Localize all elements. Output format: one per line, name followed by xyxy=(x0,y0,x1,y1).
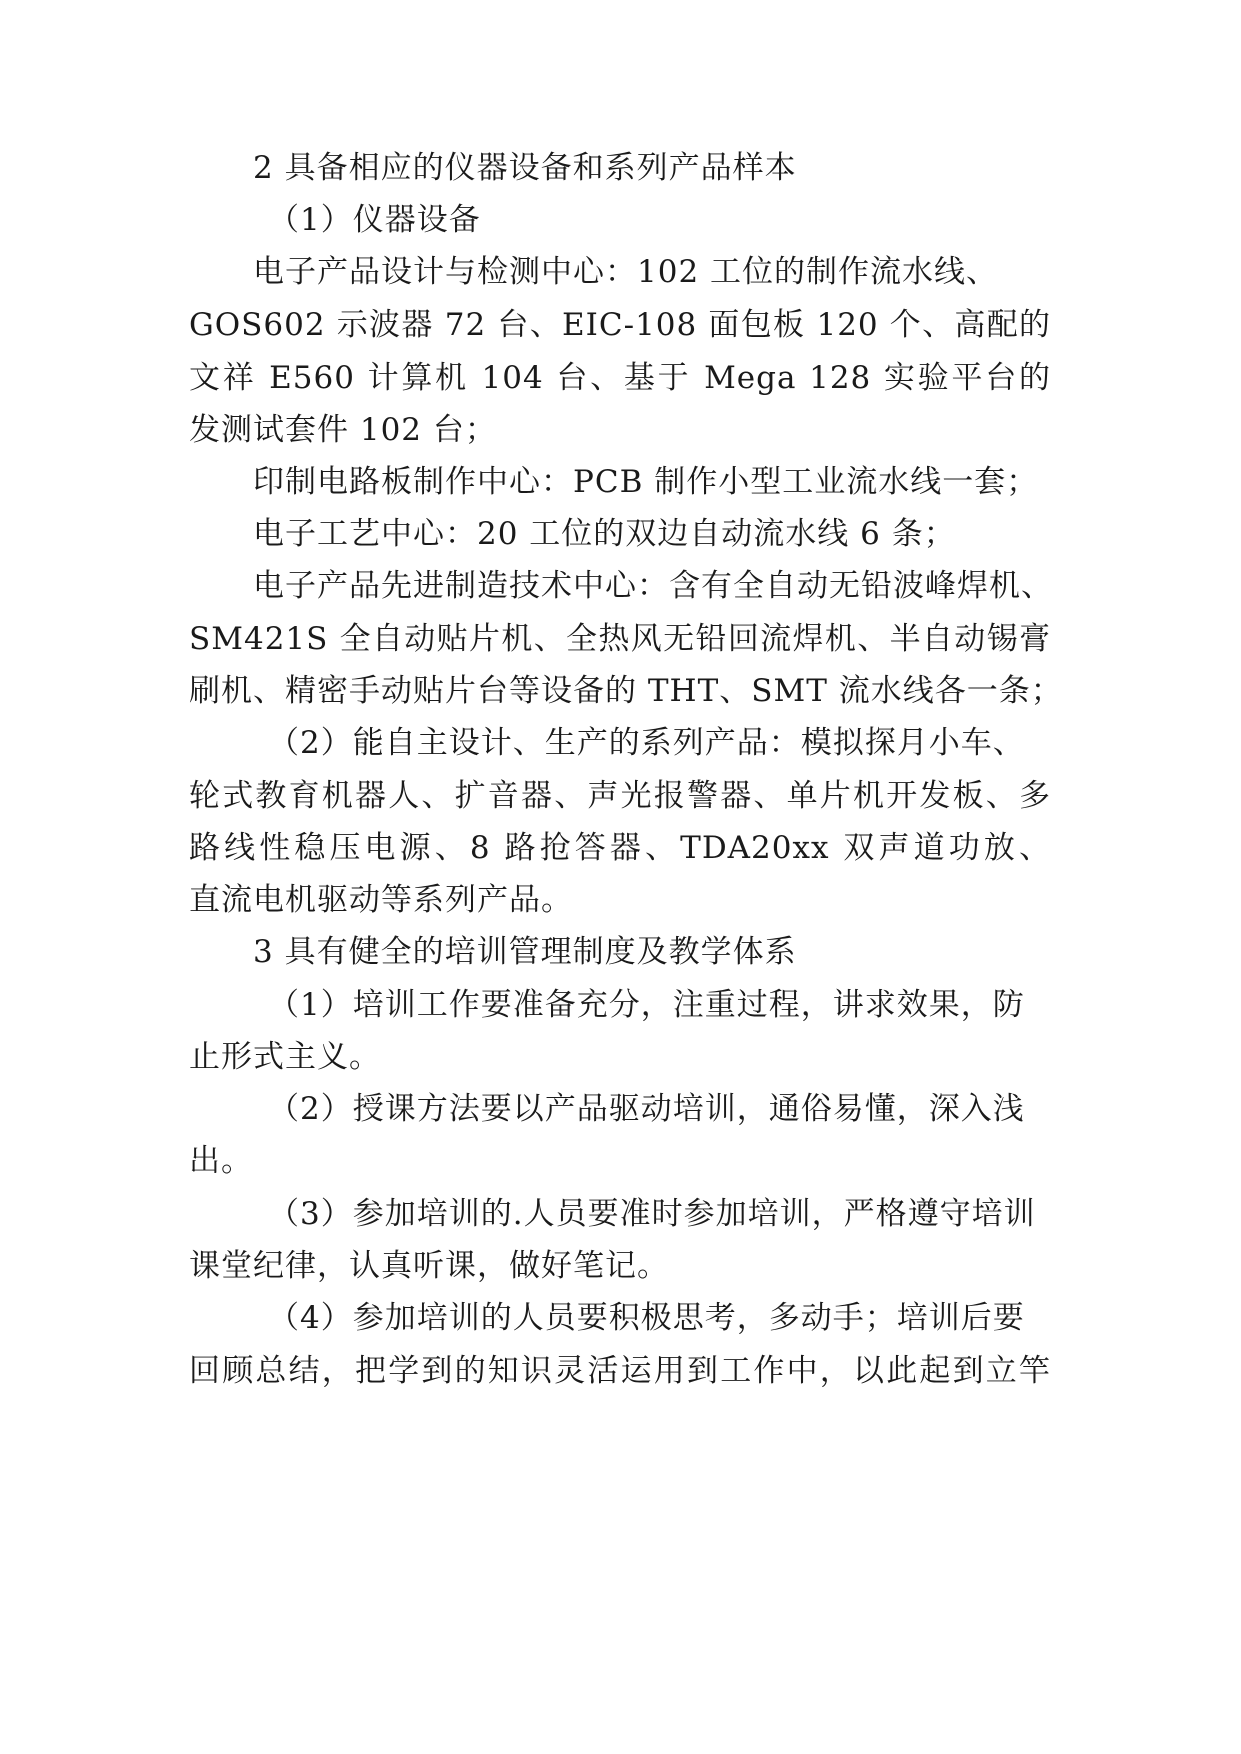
paragraph-line: 电子产品先进制造技术中心：含有全自动无铅波峰焊机、 xyxy=(253,568,1053,604)
paragraph-line: GOS602 示波器 72 台、EIC-108 面包板 120 个、高配的 xyxy=(189,307,1051,343)
paragraph-line: （3）参加培训的.人员要准时参加培训，严格遵守培训 xyxy=(268,1196,1036,1232)
paragraph-line: 路线性稳压电源、8 路抢答器、TDA20xx 双声道功放、 xyxy=(189,830,1051,866)
paragraph-line: 轮式教育机器人、扩音器、声光报警器、单片机开发板、多 xyxy=(189,778,1051,814)
paragraph-line: 文祥 E560 计算机 104 台、基于 Mega 128 实验平台的 xyxy=(189,360,1051,396)
section-heading-training: 3 具有健全的培训管理制度及教学体系 xyxy=(253,934,797,970)
paragraph-line: 课堂纪律，认真听课，做好笔记。 xyxy=(189,1248,669,1284)
paragraph-line: （4）参加培训的人员要积极思考，多动手；培训后要 xyxy=(268,1300,1025,1336)
subheading-instruments: （1）仪器设备 xyxy=(268,202,481,238)
paragraph-line: （2）能自主设计、生产的系列产品：模拟探月小车、 xyxy=(268,725,1025,761)
paragraph-line: 电子工艺中心：20 工位的双边自动流水线 6 条； xyxy=(253,516,956,552)
paragraph-line: （2）授课方法要以产品驱动培训，通俗易懂，深入浅 xyxy=(268,1091,1025,1127)
paragraph-line: 发测试套件 102 台； xyxy=(189,412,497,448)
paragraph-line: 止形式主义。 xyxy=(189,1039,381,1075)
paragraph-line: SM421S 全自动贴片机、全热风无铅回流焊机、半自动锡膏 xyxy=(189,621,1051,657)
paragraph-line: 电子产品设计与检测中心：102 工位的制作流水线、 xyxy=(253,254,999,290)
paragraph-line: 出。 xyxy=(189,1143,253,1179)
paragraph-line: （1）培训工作要准备充分，注重过程，讲求效果，防 xyxy=(268,987,1025,1023)
paragraph-line: 回顾总结，把学到的知识灵活运用到工作中，以此起到立竿 xyxy=(189,1353,1051,1389)
paragraph-line: 印制电路板制作中心：PCB 制作小型工业流水线一套； xyxy=(253,464,1039,500)
section-heading-equipment: 2 具备相应的仪器设备和系列产品样本 xyxy=(253,150,797,186)
paragraph-line: 刷机、精密手动贴片台等设备的 THT、SMT 流水线各一条； xyxy=(189,673,1063,709)
paragraph-line: 直流电机驱动等系列产品。 xyxy=(189,882,573,918)
